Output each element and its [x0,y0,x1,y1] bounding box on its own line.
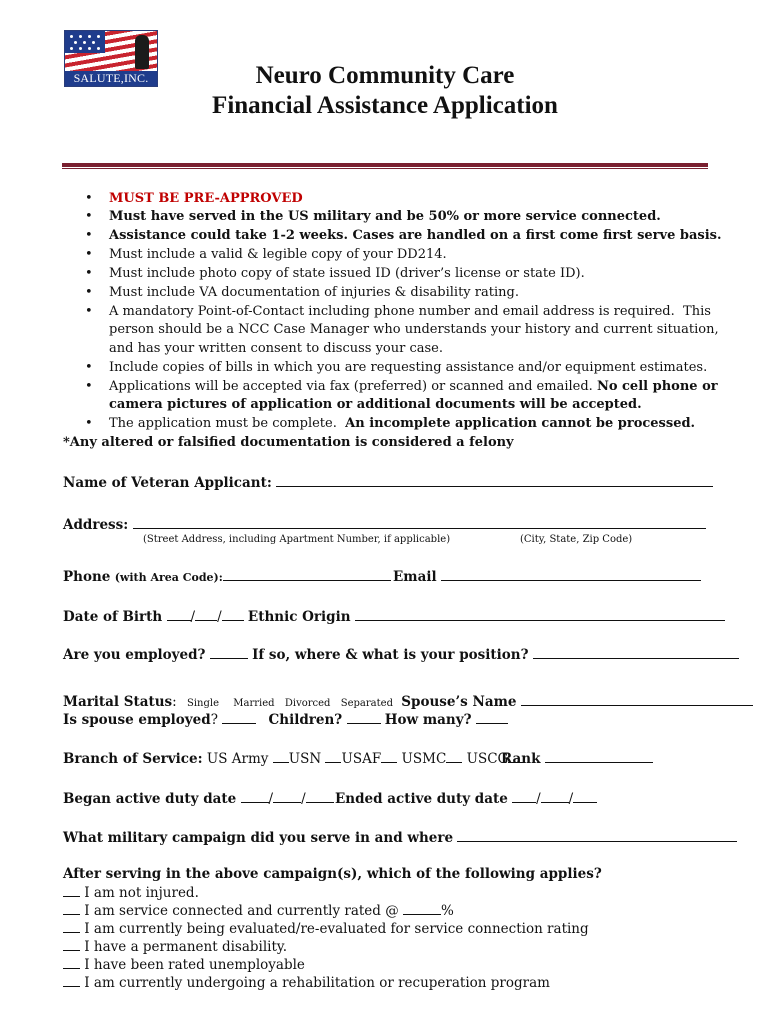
option-row: I am service connected and currently rated @ % [63,901,454,920]
option-label: I have a permanent disability. [84,939,288,955]
how-many-input[interactable] [476,710,508,724]
list-item-continued: and has your written consent to discuss your case. [109,341,443,356]
navy-checkbox[interactable] [325,749,341,763]
option-label: I am currently being evaluated/re-evaluated for service connection rating [84,921,589,937]
position-input[interactable] [533,645,739,659]
address-field [63,515,706,534]
spouse-employment-field: Is spouse employed? Children? How many? [63,710,508,729]
option-row [63,937,287,956]
city-state-zip-input[interactable] [470,515,706,529]
ended-label: Ended active duty date [335,791,508,807]
name-label: Name of Veteran Applicant: [63,475,272,491]
email-field [393,567,701,586]
phone-field [63,567,391,587]
felony-note: *Any altered or falsified documentation is considered a felony [63,435,514,450]
position-label: If so, where & what is your position? [252,647,529,663]
ended-year-input[interactable] [573,789,597,803]
marital-field: Marital Status: Single Married Divorced Separated Spouse’s Name [63,692,753,713]
rank-label: Rank [501,751,541,767]
began-day-input[interactable] [273,789,301,803]
children-input[interactable] [347,710,381,724]
after-campaign-question: After serving in the above campaign(s), which of the following applies? [63,866,602,882]
option-row [63,955,305,974]
marines-checkbox[interactable] [446,749,462,763]
began-label: Began active duty date [63,791,237,807]
began-month-input[interactable] [241,789,269,803]
employed-label: Are you employed? [63,647,206,663]
branch-option-army[interactable]: US Army [206,751,269,767]
street-address-input[interactable] [133,515,470,529]
option-label: I am not injured. [84,885,199,901]
branch-option-navy[interactable]: USN [288,751,322,767]
email-input[interactable] [441,567,701,581]
option-row [63,973,550,992]
ended-month-input[interactable] [512,789,536,803]
branch-field [63,749,524,768]
campaign-field [63,828,737,847]
option-checkbox[interactable] [63,883,80,897]
began-year-input[interactable] [306,789,334,803]
dob-field: Date of Birth / / Ethnic Origin [63,607,725,626]
ethnic-input[interactable] [355,607,725,621]
how-many-label: How many? [384,712,472,728]
ended-duty-field: Ended active duty date / / [335,789,597,808]
phone-label: Phone [63,569,111,585]
began-duty-field: Began active duty date / / [63,789,334,808]
dob-year-input[interactable] [222,607,244,621]
marital-option-divorced[interactable]: Divorced [284,698,331,709]
option-label: I am currently undergoing a rehabilitation or recuperation program [84,975,550,991]
list-item-continued: camera pictures of application or additional documents will be accepted. [109,397,642,412]
branch-option-air-force[interactable]: USAF [341,751,382,767]
option-checkbox[interactable] [63,973,80,987]
email-label: Email [393,569,437,585]
dob-month-input[interactable] [167,607,191,621]
rating-input[interactable] [403,901,441,915]
campaign-input[interactable] [457,828,737,842]
spouse-employed-label: Is spouse employed [63,712,211,728]
divider-thick [62,163,708,167]
option-checkbox[interactable] [63,901,80,915]
marital-label: Marital Status [63,694,173,710]
page-title: Neuro Community Care [255,62,515,89]
ended-day-input[interactable] [541,789,569,803]
option-checkbox[interactable] [63,955,80,969]
spouse-name-label: Spouse’s Name [401,694,517,710]
option-label: I am service connected and currently rated @ [84,903,399,919]
branch-option-coast-guard[interactable]: USCG [466,751,509,767]
dob-day-input[interactable] [195,607,217,621]
employment-field [63,645,739,664]
air-force-checkbox[interactable] [381,749,397,763]
phone-suffix: (with Area Code): [114,571,223,584]
page-subtitle: Financial Assistance Application [212,92,558,119]
flag-canton [65,31,105,53]
name-field [63,473,713,492]
marital-option-single[interactable]: Single [186,698,219,709]
spouse-name-input[interactable] [521,692,753,706]
option-row [63,919,589,938]
list-item-continued: person should be a NCC Case Manager who understands your history and current situation, [109,322,719,337]
name-input[interactable] [276,473,713,487]
divider-thin [62,168,708,169]
dob-label: Date of Birth [63,609,163,625]
phone-input[interactable] [223,567,391,581]
rank-field [501,749,653,768]
marital-option-separated[interactable]: Separated [340,698,393,709]
option-label: I have been rated unemployable [84,957,305,973]
employed-input[interactable] [210,645,248,659]
spouse-employed-input[interactable] [222,710,256,724]
option-checkbox[interactable] [63,937,80,951]
rank-input[interactable] [545,749,653,763]
army-checkbox[interactable] [273,749,289,763]
option-checkbox[interactable] [63,919,80,933]
campaign-label: What military campaign did you serve in and where [63,830,454,846]
address-label: Address: [63,517,129,533]
branch-label: Branch of Service: [63,751,203,767]
branch-option-marines[interactable]: USMC [401,751,447,767]
option-row [63,883,199,902]
children-label: Children? [268,712,343,728]
ethnic-label: Ethnic Origin [247,609,351,625]
city-state-zip-hint: (City, State, Zip Code) [520,534,633,545]
logo-text: SALUTE,INC. [65,71,157,86]
street-address-hint: (Street Address, including Apartment Number, if applicable) [143,534,451,545]
marital-option-married[interactable]: Married [233,698,275,709]
